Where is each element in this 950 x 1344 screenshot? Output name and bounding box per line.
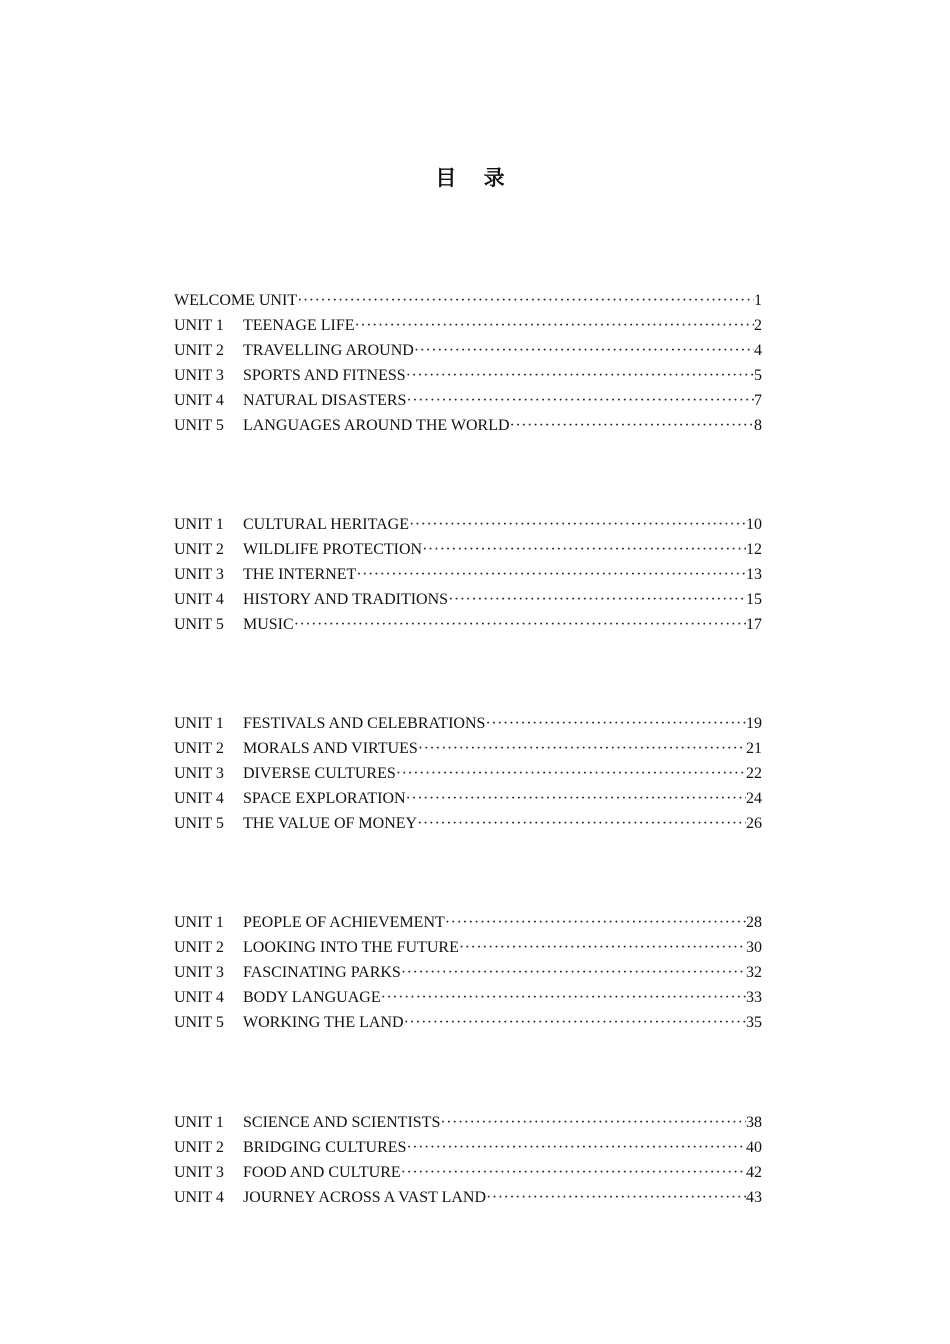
toc-entry[interactable] <box>174 1010 762 1035</box>
toc-unit-label: UNIT 3 <box>174 566 224 583</box>
toc-entry-title: JOURNEY ACROSS A VAST LAND <box>243 1189 487 1206</box>
toc-unit-label: UNIT 5 <box>174 417 224 434</box>
toc-unit-label: UNIT 1 <box>174 317 224 334</box>
toc-entry[interactable] <box>174 1135 762 1160</box>
toc-section <box>174 288 762 438</box>
toc-entry-title: SCIENCE AND SCIENTISTS <box>243 1114 441 1131</box>
toc-unit-label: UNIT 3 <box>174 765 224 782</box>
dot-leader <box>396 761 746 786</box>
dot-leader <box>486 1185 746 1210</box>
toc-unit-label: UNIT 2 <box>174 939 224 956</box>
toc-entry[interactable] <box>174 711 762 736</box>
dot-leader <box>401 1160 746 1185</box>
toc-entry[interactable] <box>174 288 762 313</box>
toc-entry[interactable] <box>174 363 762 388</box>
toc-page-number: 5 <box>754 367 762 384</box>
toc-page-number: 42 <box>746 1164 762 1181</box>
dot-leader <box>297 288 754 313</box>
dot-leader <box>401 960 746 985</box>
toc-entry[interactable] <box>174 512 762 537</box>
toc-page-number: 13 <box>746 566 762 583</box>
toc-entry-title: SPACE EXPLORATION <box>243 790 406 807</box>
toc-unit-label: UNIT 3 <box>174 367 224 384</box>
toc-page-number: 17 <box>746 616 762 633</box>
toc-entry[interactable] <box>174 413 762 438</box>
toc-entry-title: WORKING THE LAND <box>243 1014 404 1031</box>
dot-leader <box>406 388 754 413</box>
toc-page-number: 15 <box>746 591 762 608</box>
toc-page-number: 19 <box>746 715 762 732</box>
toc-unit-label: UNIT 3 <box>174 1164 224 1181</box>
toc-entry-title: THE VALUE OF MONEY <box>243 815 418 832</box>
toc-page-number: 26 <box>746 815 762 832</box>
toc-entry[interactable] <box>174 960 762 985</box>
toc-unit-label: UNIT 4 <box>174 1189 224 1206</box>
dot-leader <box>294 612 746 637</box>
toc-entry[interactable] <box>174 388 762 413</box>
toc-entry-title: MUSIC <box>243 616 294 633</box>
toc-entry-title: LANGUAGES AROUND THE WORLD <box>243 417 510 434</box>
toc-entry[interactable] <box>174 612 762 637</box>
toc-unit-label: UNIT 2 <box>174 342 224 359</box>
dot-leader <box>404 1010 746 1035</box>
toc-page-number: 10 <box>746 516 762 533</box>
toc-entry-title: PEOPLE OF ACHIEVEMENT <box>243 914 445 931</box>
dot-leader <box>485 711 746 736</box>
dot-leader <box>445 910 746 935</box>
dot-leader <box>356 562 746 587</box>
dot-leader <box>414 338 754 363</box>
toc-unit-label: UNIT 5 <box>174 616 224 633</box>
toc-entry-title: NATURAL DISASTERS <box>243 392 407 409</box>
toc-page-number: 24 <box>746 790 762 807</box>
dot-leader <box>381 985 746 1010</box>
toc-page-number: 43 <box>746 1189 762 1206</box>
toc-page-number: 38 <box>746 1114 762 1131</box>
toc-unit-label: UNIT 1 <box>174 715 224 732</box>
toc-entry-title: MORALS AND VIRTUES <box>243 740 418 757</box>
toc-entry-title: THE INTERNET <box>243 566 357 583</box>
toc-entry[interactable] <box>174 338 762 363</box>
toc-entry-title: LOOKING INTO THE FUTURE <box>243 939 459 956</box>
dot-leader <box>510 413 754 438</box>
toc-section <box>174 711 762 836</box>
dot-leader <box>406 1135 746 1160</box>
toc-page-number: 32 <box>746 964 762 981</box>
toc-unit-label: UNIT 1 <box>174 516 224 533</box>
toc-entry-title: DIVERSE CULTURES <box>243 765 396 782</box>
toc-unit-label: UNIT 2 <box>174 1139 224 1156</box>
toc-entry[interactable] <box>174 562 762 587</box>
toc-entry[interactable] <box>174 537 762 562</box>
toc-page-number: 30 <box>746 939 762 956</box>
toc-unit-label: UNIT 5 <box>174 815 224 832</box>
toc-section <box>174 512 762 637</box>
toc-page-number: 1 <box>754 292 762 309</box>
dot-leader <box>409 512 746 537</box>
toc-entry[interactable] <box>174 910 762 935</box>
toc-entry-title: WILDLIFE PROTECTION <box>243 541 423 558</box>
toc-entry[interactable] <box>174 985 762 1010</box>
page-title: 目 录 <box>435 166 515 190</box>
dot-leader <box>418 736 746 761</box>
toc-entry[interactable] <box>174 1160 762 1185</box>
dot-leader <box>406 786 746 811</box>
toc-entry[interactable] <box>174 587 762 612</box>
toc-unit-label: UNIT 1 <box>174 1114 224 1131</box>
toc-section <box>174 1110 762 1210</box>
dot-leader <box>355 313 754 338</box>
toc-unit-label: UNIT 2 <box>174 740 224 757</box>
toc-page-number: 28 <box>746 914 762 931</box>
dot-leader <box>417 811 746 836</box>
toc-entry-title: TEENAGE LIFE <box>243 317 355 334</box>
toc-entry[interactable] <box>174 1110 762 1135</box>
toc-unit-label: UNIT 5 <box>174 1014 224 1031</box>
toc-entry[interactable] <box>174 313 762 338</box>
toc-entry[interactable] <box>174 811 762 836</box>
toc-page-number: 22 <box>746 765 762 782</box>
toc-page-number: 2 <box>754 317 762 334</box>
toc-unit-label: UNIT 4 <box>174 392 224 409</box>
dot-leader <box>459 935 746 960</box>
toc-page-number: 8 <box>754 417 762 434</box>
toc-entry-title: FESTIVALS AND CELEBRATIONS <box>243 715 486 732</box>
toc-page-number: 4 <box>754 342 762 359</box>
toc-entry[interactable] <box>174 935 762 960</box>
toc-entry-title: BRIDGING CULTURES <box>243 1139 407 1156</box>
dot-leader <box>440 1110 746 1135</box>
toc-entry-title: HISTORY AND TRADITIONS <box>243 591 449 608</box>
toc-entry-title: FASCINATING PARKS <box>243 964 401 981</box>
toc-unit-label: UNIT 4 <box>174 989 224 1006</box>
toc-page-number: 12 <box>746 541 762 558</box>
toc-unit-label: UNIT 2 <box>174 541 224 558</box>
toc-entry[interactable] <box>174 1185 762 1210</box>
toc-entry-title: SPORTS AND FITNESS <box>243 367 406 384</box>
toc-unit-label: UNIT 4 <box>174 790 224 807</box>
toc-unit-label: UNIT 4 <box>174 591 224 608</box>
toc-entry-title: CULTURAL HERITAGE <box>243 516 409 533</box>
toc-entry-title: TRAVELLING AROUND <box>243 342 414 359</box>
dot-leader <box>448 587 746 612</box>
toc-entry-title: WELCOME UNIT <box>174 292 298 309</box>
toc-entry-title: FOOD AND CULTURE <box>243 1164 401 1181</box>
toc-page-number: 40 <box>746 1139 762 1156</box>
toc-entry-title: BODY LANGUAGE <box>243 989 381 1006</box>
toc-page-number: 21 <box>746 740 762 757</box>
toc-page-number: 7 <box>754 392 762 409</box>
toc-entry[interactable] <box>174 786 762 811</box>
toc-section <box>174 910 762 1035</box>
dot-leader <box>406 363 754 388</box>
toc-unit-label: UNIT 3 <box>174 964 224 981</box>
toc-unit-label: UNIT 1 <box>174 914 224 931</box>
toc-page-number: 35 <box>746 1014 762 1031</box>
dot-leader <box>422 537 746 562</box>
toc-entry[interactable] <box>174 736 762 761</box>
toc-entry[interactable] <box>174 761 762 786</box>
toc-page-number: 33 <box>746 989 762 1006</box>
